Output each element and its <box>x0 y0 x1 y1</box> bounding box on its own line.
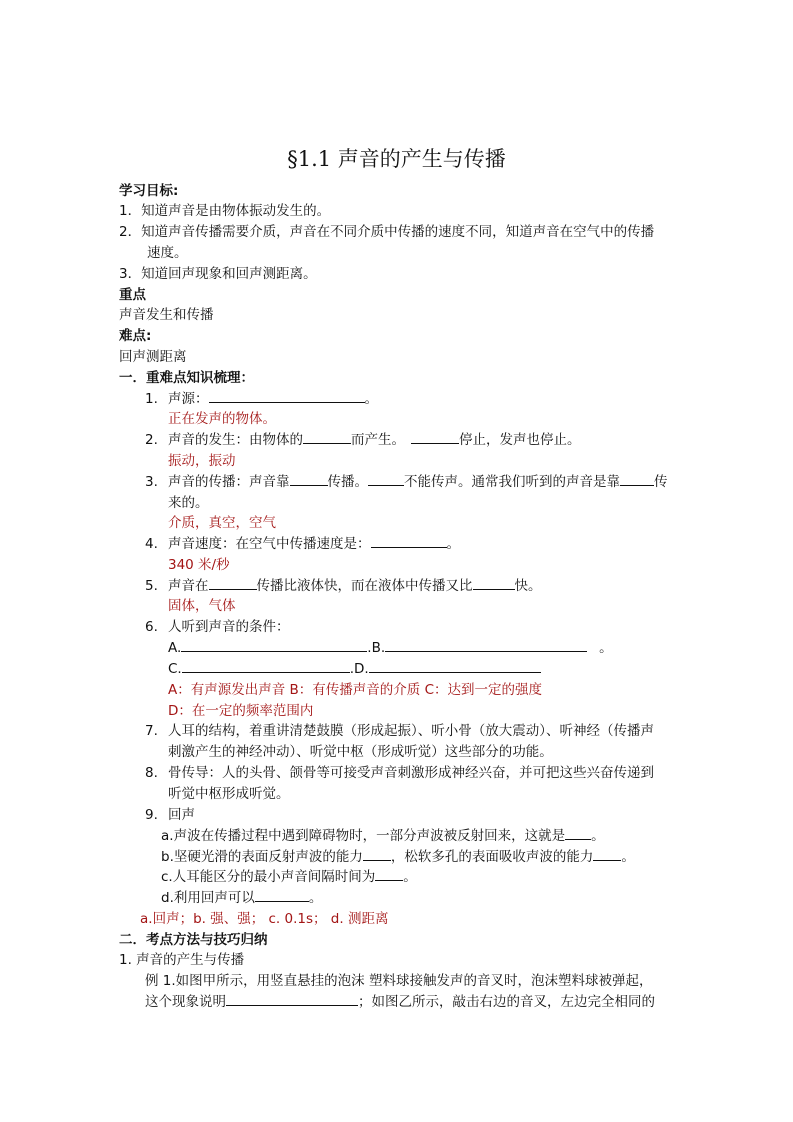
q9-blank-b2 <box>593 848 621 861</box>
goals-heading: 学习目标: <box>119 183 179 199</box>
q8-number: 8. <box>145 765 158 781</box>
q6-blank-b <box>385 639 587 652</box>
example-1-line-1: 例 1.如图甲所示，用竖直悬挂的泡沫 塑料球接触发声的音叉时，泡沫塑料球被弹起， <box>145 973 653 989</box>
q7-line-1: 人耳的结构，着重讲清楚鼓膜（形成起振）、听小骨（放大震动）、听神经（传播声 <box>168 723 654 739</box>
section2-heading: 二．考点方法与技巧归纳 <box>119 932 268 948</box>
q6-number: 6. <box>145 619 158 635</box>
q6-line-ab: A. .B. 。 <box>168 640 613 656</box>
example-1-blank <box>226 993 358 1006</box>
q3-number: 3. <box>145 474 158 490</box>
q2-answer: 振动，振动 <box>168 453 236 469</box>
q6-question: 人听到声音的条件： <box>168 619 290 635</box>
q9-blank-a <box>565 827 591 840</box>
q7-line-2: 刺激产生的神经冲动）、听觉中枢（形成听觉）这些部分的功能。 <box>168 744 553 760</box>
q6-answer-2: D：在一定的频率范围内 <box>168 703 314 719</box>
q2-number: 2. <box>145 432 158 448</box>
goal-item-2-cont: 速度。 <box>147 245 188 261</box>
q1-answer: 正在发声的物体。 <box>168 411 276 427</box>
q4-answer: 340 米/秒 <box>168 557 230 573</box>
difficult-heading: 难点: <box>119 328 152 344</box>
q8-line-1: 骨传导：人的头骨、颌骨等可接受声音刺激形成神经兴奋，并可把这些兴奋传递到 <box>168 765 654 781</box>
goal-item-3: 3．知道回声现象和回声测距离。 <box>119 266 317 282</box>
q6-blank-d <box>369 660 541 673</box>
q8-line-2: 听觉中枢形成听觉。 <box>168 786 290 802</box>
q9-item-c: c.人耳能区分的最小声音间隔时间为 。 <box>161 869 417 885</box>
q9-blank-d <box>255 889 309 902</box>
q9-item-d: d.利用回声可以 。 <box>161 890 323 906</box>
q6-blank-c <box>182 660 350 673</box>
q3-question-cont: 来的。 <box>168 495 209 511</box>
q5-answer: 固体，气体 <box>168 598 236 614</box>
q9-item-a: a.声波在传播过程中遇到障碍物时，一部分声波被反射回来，这就是 。 <box>161 828 605 844</box>
q3-blank-2 <box>368 473 404 486</box>
q6-blank-a <box>181 639 367 652</box>
q2-blank-1 <box>303 431 351 444</box>
example-1-line-2: 这个现象说明 ；如图乙所示，敲击右边的音叉，左边完全相同的 <box>145 994 655 1010</box>
key-heading: 重点 <box>119 287 146 303</box>
page-title: §1.1 声音的产生与传播 <box>287 147 506 171</box>
q5-number: 5. <box>145 578 158 594</box>
goal-item-1: 1．知道声音是由物体振动发生的。 <box>119 203 331 219</box>
q1-question: 声源： 。 <box>168 391 378 407</box>
q4-number: 4. <box>145 536 158 552</box>
q3-question: 声音的传播：声音靠 传播。 不能传声。通常我们听到的声音是靠 传 <box>168 474 668 490</box>
q9-item-b: b.坚硬光滑的表面反射声波的能力 ，松软多孔的表面吸收声波的能力 。 <box>161 849 635 865</box>
q9-blank-b1 <box>363 848 391 861</box>
section1-heading: 一．重难点知识梳理： <box>119 370 254 386</box>
q3-answer: 介质，真空，空气 <box>168 515 276 531</box>
q4-question: 声音速度：在空气中传播速度是： 。 <box>168 536 460 552</box>
difficult-text: 回声测距离 <box>119 349 187 365</box>
q9-number: 9. <box>145 807 158 823</box>
q9-blank-c <box>375 868 403 881</box>
q7-number: 7. <box>145 723 158 739</box>
q1-blank <box>209 390 365 403</box>
goal-item-2: 2．知道声音传播需要介质，声音在不同介质中传播的速度不同，知道声音在空气中的传播 <box>119 224 655 240</box>
q9-answer: a.回声；b. 强、强； c. 0.1s； d. 测距离 <box>140 911 389 927</box>
q1-number: 1. <box>145 391 158 407</box>
q3-blank-1 <box>290 473 328 486</box>
q2-blank-2 <box>411 431 459 444</box>
q5-blank-2 <box>473 577 515 590</box>
q6-line-cd: C. .D. <box>168 660 541 678</box>
q5-blank-1 <box>209 577 257 590</box>
q3-blank-3 <box>620 473 654 486</box>
q2-question: 声音的发生：由物体的 而产生。 停止，发声也停止。 <box>168 432 581 448</box>
q9-heading: 回声 <box>168 807 195 823</box>
key-text: 声音发生和传播 <box>119 307 214 323</box>
q6-answer-1: A：有声源发出声音 B：有传播声音的介质 C：达到一定的强度 <box>168 682 543 698</box>
section2-sub-1: 1. 声音的产生与传播 <box>119 952 245 968</box>
q4-blank <box>371 535 447 548</box>
q5-question: 声音在 传播比液体快，而在液体中传播又比 快。 <box>168 578 542 594</box>
